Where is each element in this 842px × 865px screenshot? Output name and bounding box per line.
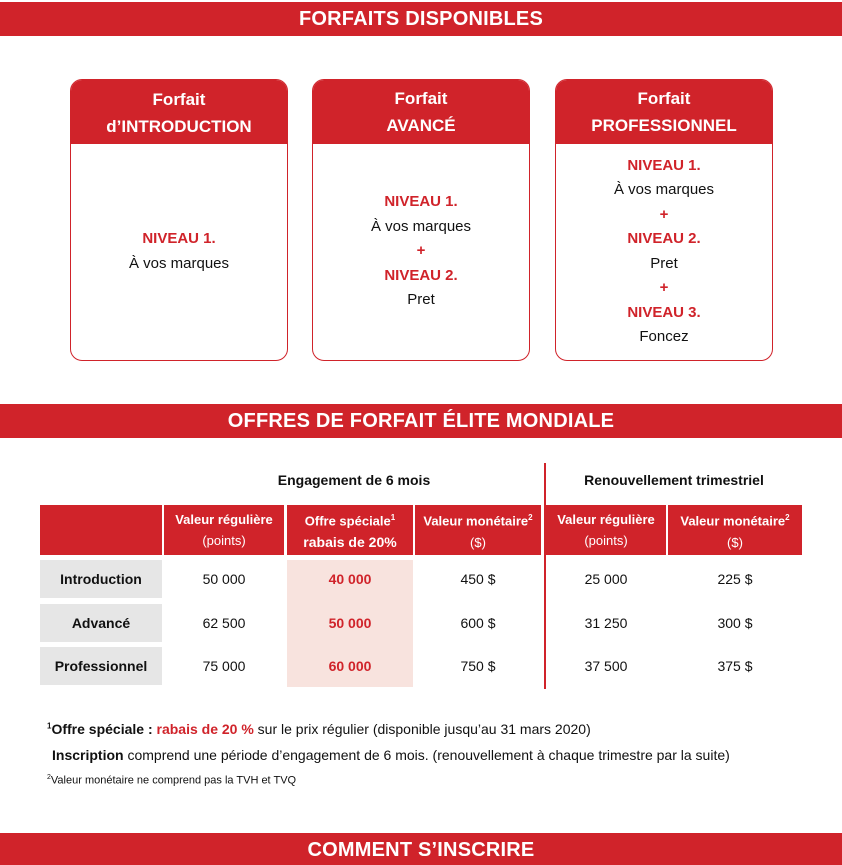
card-title-line2: PROFESSIONNEL: [591, 116, 737, 135]
level-name: À vos marques: [370, 217, 472, 235]
table-cell: 75 000: [202, 658, 246, 674]
footnote-ref: 1: [390, 513, 396, 523]
header-line2: rabais de 20%: [303, 533, 397, 550]
header-line2: ($): [727, 534, 743, 550]
header-line2: ($): [470, 534, 486, 550]
footnote-monetary-value: [47, 774, 296, 787]
table-cell: 450 $: [460, 571, 496, 587]
footnote-bold: Inscription: [52, 747, 124, 763]
header-line1-text: Offre spéciale: [304, 513, 391, 529]
footnote-ref: 2: [785, 513, 790, 523]
footnote-text: comprend une période d’engagement de 6 mois. (renouvellement à chaque trimestre par la suite): [127, 747, 730, 763]
footnote-bold: Offre spéciale :: [51, 721, 153, 737]
card-header: [71, 80, 287, 144]
level-name: Pret: [650, 254, 678, 272]
table-cell-special: 40 000: [328, 571, 372, 587]
package-card-introduction: [70, 79, 288, 361]
row-label-introduction: Introduction: [40, 560, 162, 598]
footnote-highlight: rabais de 20 %: [156, 721, 254, 737]
table-cell-special: 60 000: [328, 658, 372, 674]
card-title-line1: Forfait: [394, 89, 448, 108]
header-line1-text: Valeur monétaire: [423, 513, 529, 529]
package-card-advanced: [312, 79, 530, 361]
section-title: OFFRES DE FORFAIT ÉLITE MONDIALE: [227, 409, 615, 432]
card-title-line1: Forfait: [152, 90, 206, 109]
plus-sign: +: [659, 205, 669, 223]
section-header-offers: [0, 404, 842, 438]
plus-sign: +: [416, 242, 426, 260]
table-cell: 225 $: [717, 571, 753, 587]
card-body: [313, 144, 529, 359]
section-title: COMMENT S’INSCRIRE: [307, 838, 535, 861]
group-header-quarterly: Renouvellement trimestriel: [584, 472, 764, 488]
table-cell: 375 $: [717, 658, 753, 674]
header-line2: (points): [584, 533, 628, 548]
header-line1: [415, 507, 541, 531]
section-title: FORFAITS DISPONIBLES: [298, 7, 544, 30]
table-cell: 600 $: [460, 615, 496, 631]
level-label: NIVEAU 1.: [142, 230, 216, 247]
table-cell: 37 500: [584, 658, 628, 674]
table-cell: 62 500: [202, 615, 246, 631]
table-header-regular-points: [164, 505, 284, 555]
level-name: À vos marques: [613, 181, 715, 198]
table-cell: 750 $: [460, 658, 496, 674]
footnote-ref: 2: [528, 513, 533, 523]
footnote-number: 2: [47, 774, 51, 781]
card-title-line2: AVANCÉ: [386, 116, 456, 135]
table-header-special-offer: [287, 505, 413, 555]
footnote-text: Valeur monétaire ne comprend pas la TVH et TVQ: [50, 774, 297, 787]
footnote-text: sur le prix régulier (disponible jusqu’au 31 mars 2020): [257, 721, 591, 737]
table-cell-special: 50 000: [328, 615, 372, 631]
table-cell: 300 $: [717, 615, 753, 631]
level-name: Pret: [407, 291, 435, 309]
table-header-monetary-value: [415, 505, 541, 555]
row-label-advanced: Advancé: [40, 604, 162, 642]
card-title-line1: Forfait: [637, 89, 691, 108]
table-cell: 25 000: [584, 571, 628, 587]
level-label: NIVEAU 1.: [384, 193, 458, 211]
table-cell: 50 000: [202, 571, 246, 587]
section-header-packages: [0, 2, 842, 36]
level-label: NIVEAU 2.: [627, 230, 701, 247]
table-cell: 31 250: [584, 615, 628, 631]
card-title-line2: d’INTRODUCTION: [106, 117, 252, 136]
section-header-signup: [0, 833, 842, 865]
header-line2: (points): [202, 533, 246, 548]
table-header-quarterly-regular: [546, 505, 666, 555]
footnote-number: 1: [47, 721, 52, 731]
footnote-special-offer: [47, 721, 591, 737]
row-label-professional: Professionnel: [40, 647, 162, 685]
header-line1: Valeur régulière: [557, 512, 655, 527]
level-label: NIVEAU 1.: [627, 156, 701, 174]
level-label: NIVEAU 3.: [627, 303, 701, 321]
group-header-6-months: Engagement de 6 mois: [277, 472, 431, 488]
level-name: À vos marques: [128, 254, 230, 272]
header-line1: [668, 507, 802, 531]
header-line1-text: Valeur monétaire: [680, 513, 786, 529]
package-card-professional: [555, 79, 773, 361]
card-header: [556, 80, 772, 144]
header-line1: [287, 507, 413, 531]
plus-sign: +: [659, 279, 669, 296]
header-line1: Valeur régulière: [175, 512, 273, 527]
card-header: [313, 80, 529, 144]
card-body: [556, 144, 772, 359]
card-body: [71, 144, 287, 359]
table-header-empty: [40, 505, 162, 555]
level-name: Foncez: [639, 328, 689, 345]
level-label: NIVEAU 2.: [384, 266, 458, 284]
footnote-inscription: [52, 747, 730, 763]
table-header-quarterly-monetary: [668, 505, 802, 555]
